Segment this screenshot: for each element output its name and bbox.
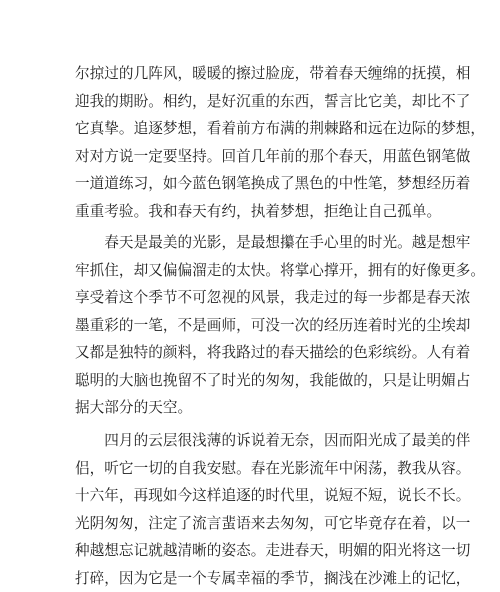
paragraph-3 — [75, 427, 430, 592]
text-line: 据大部分的天空。 — [75, 394, 430, 422]
text-line: 春天是最美的光影，是最想攥在手心里的时光。越是想牢 — [75, 229, 430, 257]
text-line: 牢抓住，却又偏偏溜走的太快。将掌心撑开，拥有的好像更多。 — [75, 257, 430, 285]
text-line: 又都是独特的颜料，将我路过的春天描绘的色彩缤纷。人有着 — [75, 339, 430, 367]
text-line: 对对方说一定要坚持。回首几年前的那个春天，用蓝色钢笔做 — [75, 143, 430, 171]
paragraph-1 — [75, 60, 430, 225]
text-line: 享受着这个季节不可忽视的风景，我走过的每一步都是春天浓 — [75, 284, 430, 312]
text-line: 打碎，因为它是一个专属幸福的季节，搁浅在沙滩上的记忆， — [75, 565, 430, 592]
text-line: 侣，听它一切的自我安慰。春在光影流年中闲荡，教我从容。 — [75, 455, 430, 483]
text-line: 重重考验。我和春天有约，执着梦想，拒绝让自己孤单。 — [75, 198, 430, 226]
paragraph-2 — [75, 229, 430, 422]
text-line: 光阴匆匆，注定了流言蜚语来去匆匆，可它毕竟存在着，以一 — [75, 510, 430, 538]
text-line: 种越想忘记就越清晰的姿态。走进春天，明媚的阳光将这一切 — [75, 537, 430, 565]
text-line: 它真挚。追逐梦想，看着前方布满的荆棘路和远在边际的梦想， — [75, 115, 430, 143]
text-line: 十六年，再现如今这样追逐的时代里，说短不短，说长不长。 — [75, 482, 430, 510]
text-line: 尔掠过的几阵风，暖暖的擦过脸庞，带着春天缠绵的抚摸，相 — [75, 60, 430, 88]
text-line: 一道道练习，如今蓝色钢笔换成了黑色的中性笔，梦想经历着 — [75, 170, 430, 198]
text-line: 四月的云层很浅薄的诉说着无奈，因而阳光成了最美的伴 — [75, 427, 430, 455]
text-line: 墨重彩的一笔，不是画师，可没一次的经历连着时光的尘埃却 — [75, 312, 430, 340]
text-line: 聪明的大脑也挽留不了时光的匆匆，我能做的，只是让明媚占 — [75, 367, 430, 395]
text-line: 迎我的期盼。相约，是好沉重的东西，誓言比它美，却比不了 — [75, 88, 430, 116]
